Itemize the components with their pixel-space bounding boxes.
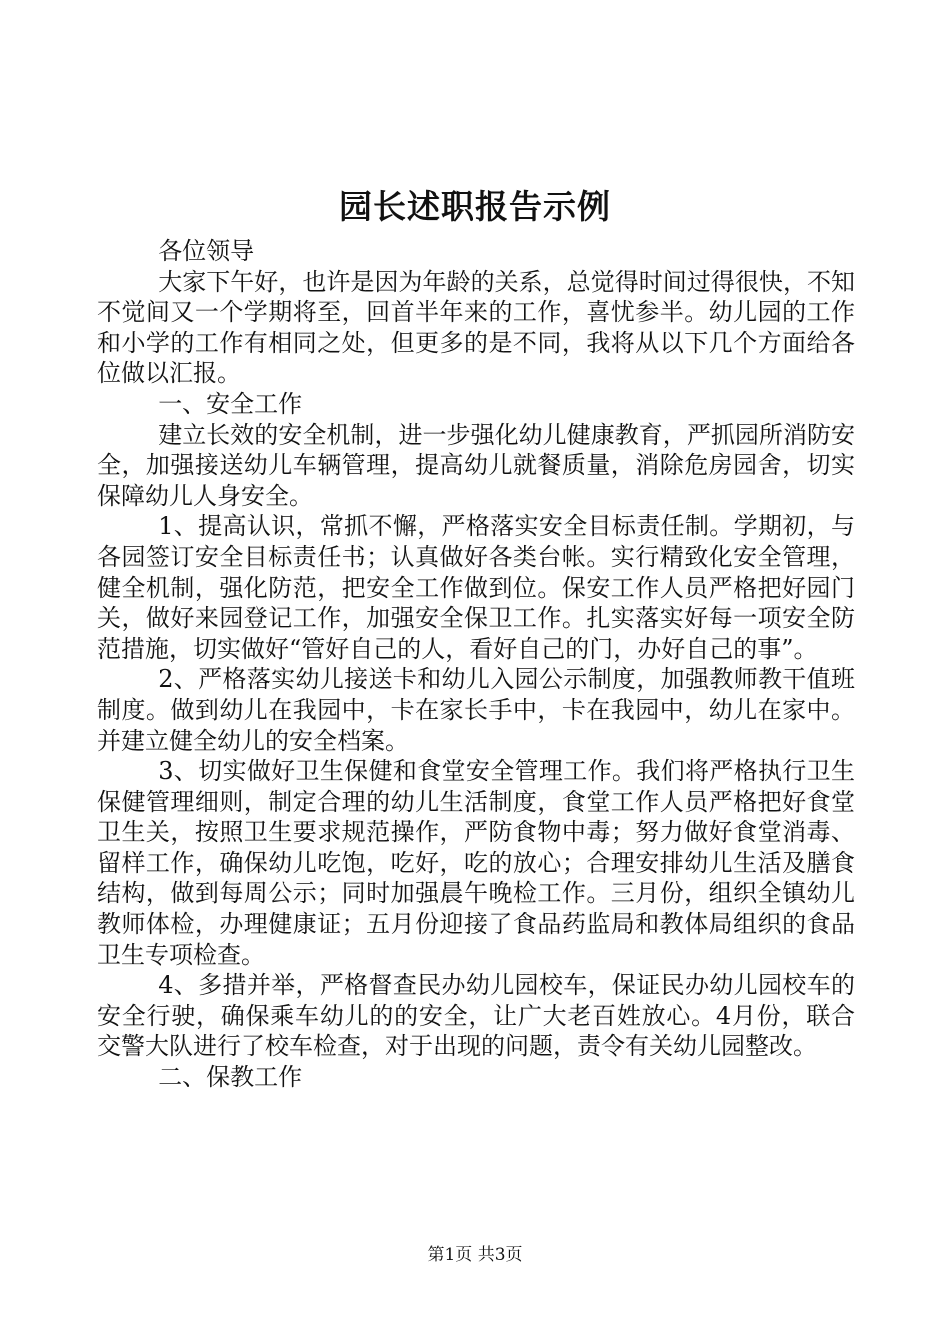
document-title: 园长述职报告示例	[339, 187, 611, 226]
document-body	[97, 236, 855, 1093]
salutation: 各位领导	[158, 237, 255, 265]
page-footer: 第1页 共3页	[427, 1245, 523, 1265]
paragraph-safety-overview: 建立长效的安全机制，进一步强化幼儿健康教育，严抓园所消防安全，加强接送幼儿车辆管理，提高幼儿就餐质量，消除危房园舍，切实保障幼儿人身安全。	[97, 420, 855, 510]
paragraph-safety-item-3: 3、切实做好卫生保健和食堂安全管理工作。我们将严格执行卫生保健管理细则，制定合理的幼儿生活制度，食堂工作人员严格把好食堂卫生关，按照卫生要求规范操作，严防食物中毒；努力做好食堂消毒、留样工作，确保幼儿吃饱，吃好，吃的放心；合理安排幼儿生活及膳食结构，做到每周公示；同时加强晨午晚检工作。三月份，组织全镇幼儿教师体检，办理健康证；五月份迎接了食品药监局和教体局组织的食品卫生专项检查。	[97, 757, 855, 969]
section-heading-education: 二、保教工作	[158, 1063, 303, 1092]
paragraph-safety-item-2: 2、严格落实幼儿接送卡和幼儿入园公示制度，加强教师教干值班制度。做到幼儿在我园中，卡在家长手中，卡在我园中，幼儿在家中。并建立健全幼儿的安全档案。	[97, 665, 855, 755]
paragraph-intro: 大家下午好，也许是因为年龄的关系，总觉得时间过得很快，不知不觉间又一个学期将至，回首半年来的工作，喜忧参半。幼儿园的工作和小学的工作有相同之处，但更多的是不同，我将从以下几个方面给各位做以汇报。	[97, 267, 855, 388]
paragraph-safety-item-4: 4、多措并举，严格督查民办幼儿园校车，保证民办幼儿园校车的安全行驶，确保乘车幼儿的的安全，让广大老百姓放心。4月份，联合交警大队进行了校车检查，对于出现的问题，责令有关幼儿园整改。	[97, 971, 855, 1061]
paragraph-safety-item-1: 1、提高认识，常抓不懈，严格落实安全目标责任制。学期初，与各园签订安全目标责任书；认真做好各类台帐。实行精致化安全管理，健全机制，强化防范，把安全工作做到位。保安工作人员严格把好园门关，做好来园登记工作，加强安全保卫工作。扎实落实好每一项安全防范措施，切实做好“管好自己的人，看好自己的门，办好自己的事”。	[97, 512, 855, 663]
section-heading-safety: 一、安全工作	[158, 389, 303, 418]
